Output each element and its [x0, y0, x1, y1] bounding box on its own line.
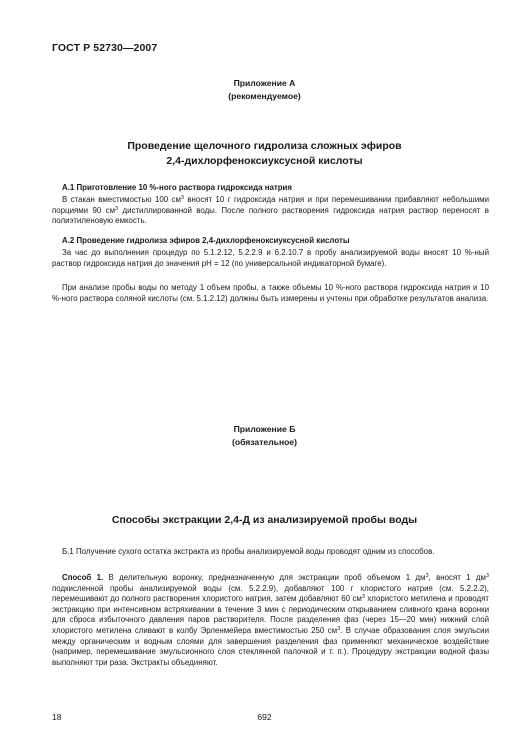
page-number-center: 692: [257, 712, 272, 722]
m1-text-b: , вносят 1 дм: [428, 573, 486, 582]
a2-p2-text: При анализе пробы воды по методу 1 объем пробы, а также объемы 10 %-ного раствора гидроксида натрия и 10 %-ного раствора соляной кислоты (см. 5.1.2.12) должны быть измерены и учтены при обработке результатов анализа.: [52, 283, 489, 303]
appendix-a-title: Приложение А: [233, 78, 296, 88]
a1-text-c: дистиллированной воды. После полного растворения гидроксида натрия раствор переносят в полиэтиленовую емкость.: [52, 205, 489, 226]
appendix-b-status: (обязательное): [231, 437, 298, 447]
a1-sup-1: 3: [180, 195, 184, 201]
a1-sup-2: 3: [115, 205, 119, 212]
section-a2-paragraph-1: [52, 248, 489, 269]
m1-sup-4: 3: [337, 625, 341, 632]
appendix-a-status: (рекомендуемое): [228, 91, 301, 101]
section-b1-paragraph: [52, 547, 489, 558]
a2-p1-text: За час до выполнения процедур по 5.1.2.12, 5.2.2.9 и 6.2.10.7 в пробу анализируемой воды вносят 10 %-ный раствор гидроксида натрия до значения рН = 12 (по универсальной индикаторной бумаге).: [52, 248, 489, 268]
a1-text-b: вносят 10 г гидроксида натрия и при перемешивании прибавляют небольшими порциями 90 см: [52, 195, 489, 215]
method-1-label: Способ 1.: [62, 573, 104, 582]
m1-text-a: В делительную воронку, предназначенную для экстракции проб объемом 1 дм: [103, 573, 426, 582]
m1-sup-3: 3: [361, 594, 365, 601]
section-a2-title: А.2 Проведение гидролиза эфиров 2,4-дихлорфеноксиуксусной кислоты: [62, 236, 350, 245]
section-a1-title: А.1 Приготовление 10 %-ного раствора гидроксида натрия: [62, 183, 293, 192]
b1-text: Б.1 Получение сухого остатка экстракта из пробы анализируемой воды проводят одним из способов.: [62, 547, 435, 556]
section-a1-paragraph: [52, 195, 489, 227]
m1-sup-1: 3: [425, 573, 429, 579]
a1-text-a: В стакан вместимостью 100 см: [62, 195, 181, 204]
page-number-left: 18: [52, 712, 62, 722]
m1-text-e: . В случае образования слоя эмульсии между органическим и водным слоями для завершения разделения фаз применяют механическое воздействие (например, перемешивание эмульсионного слоя стеклянной палочкой и т. п.). Процедуру экстракции водной фазы выполняют три раза. Экстракты объединяют.: [52, 625, 489, 667]
method-1-paragraph: [52, 573, 489, 668]
m1-sup-2: 3: [485, 573, 489, 579]
appendix-a-heading-line1: Проведение щелочного гидролиза сложных эфиров: [127, 140, 402, 152]
document-header: ГОСТ Р 52730—2007: [52, 42, 158, 54]
m1-text-c: подкисленной пробы анализируемой воды (см. 5.2.2.9), добавляют 100 г хлористого натрия (см. 5.2.2.2), перемешивают до полного растворения хлористого натрия, затем добавляют 60 см: [52, 583, 489, 604]
section-a2-paragraph-2: [52, 283, 489, 304]
appendix-b-title: Приложение Б: [233, 424, 296, 434]
m1-text-d: хлористого метилена и проводят экстракцию при интенсивном встряхивании в течение 3 мин с периодическим открыванием сливного крана воронки для сброса избыточного давления паров растворителя. После разделения фаз (через 15—20 мин) нижний слой хлористого метилена сливают в колбу Эрленмейера вместимостью 250 см: [52, 594, 490, 635]
appendix-b-heading: Способы экстракции 2,4-Д из анализируемой пробы воды: [111, 514, 418, 526]
appendix-a-heading-line2: 2,4-дихлорфеноксиуксусной кислоты: [166, 155, 363, 167]
